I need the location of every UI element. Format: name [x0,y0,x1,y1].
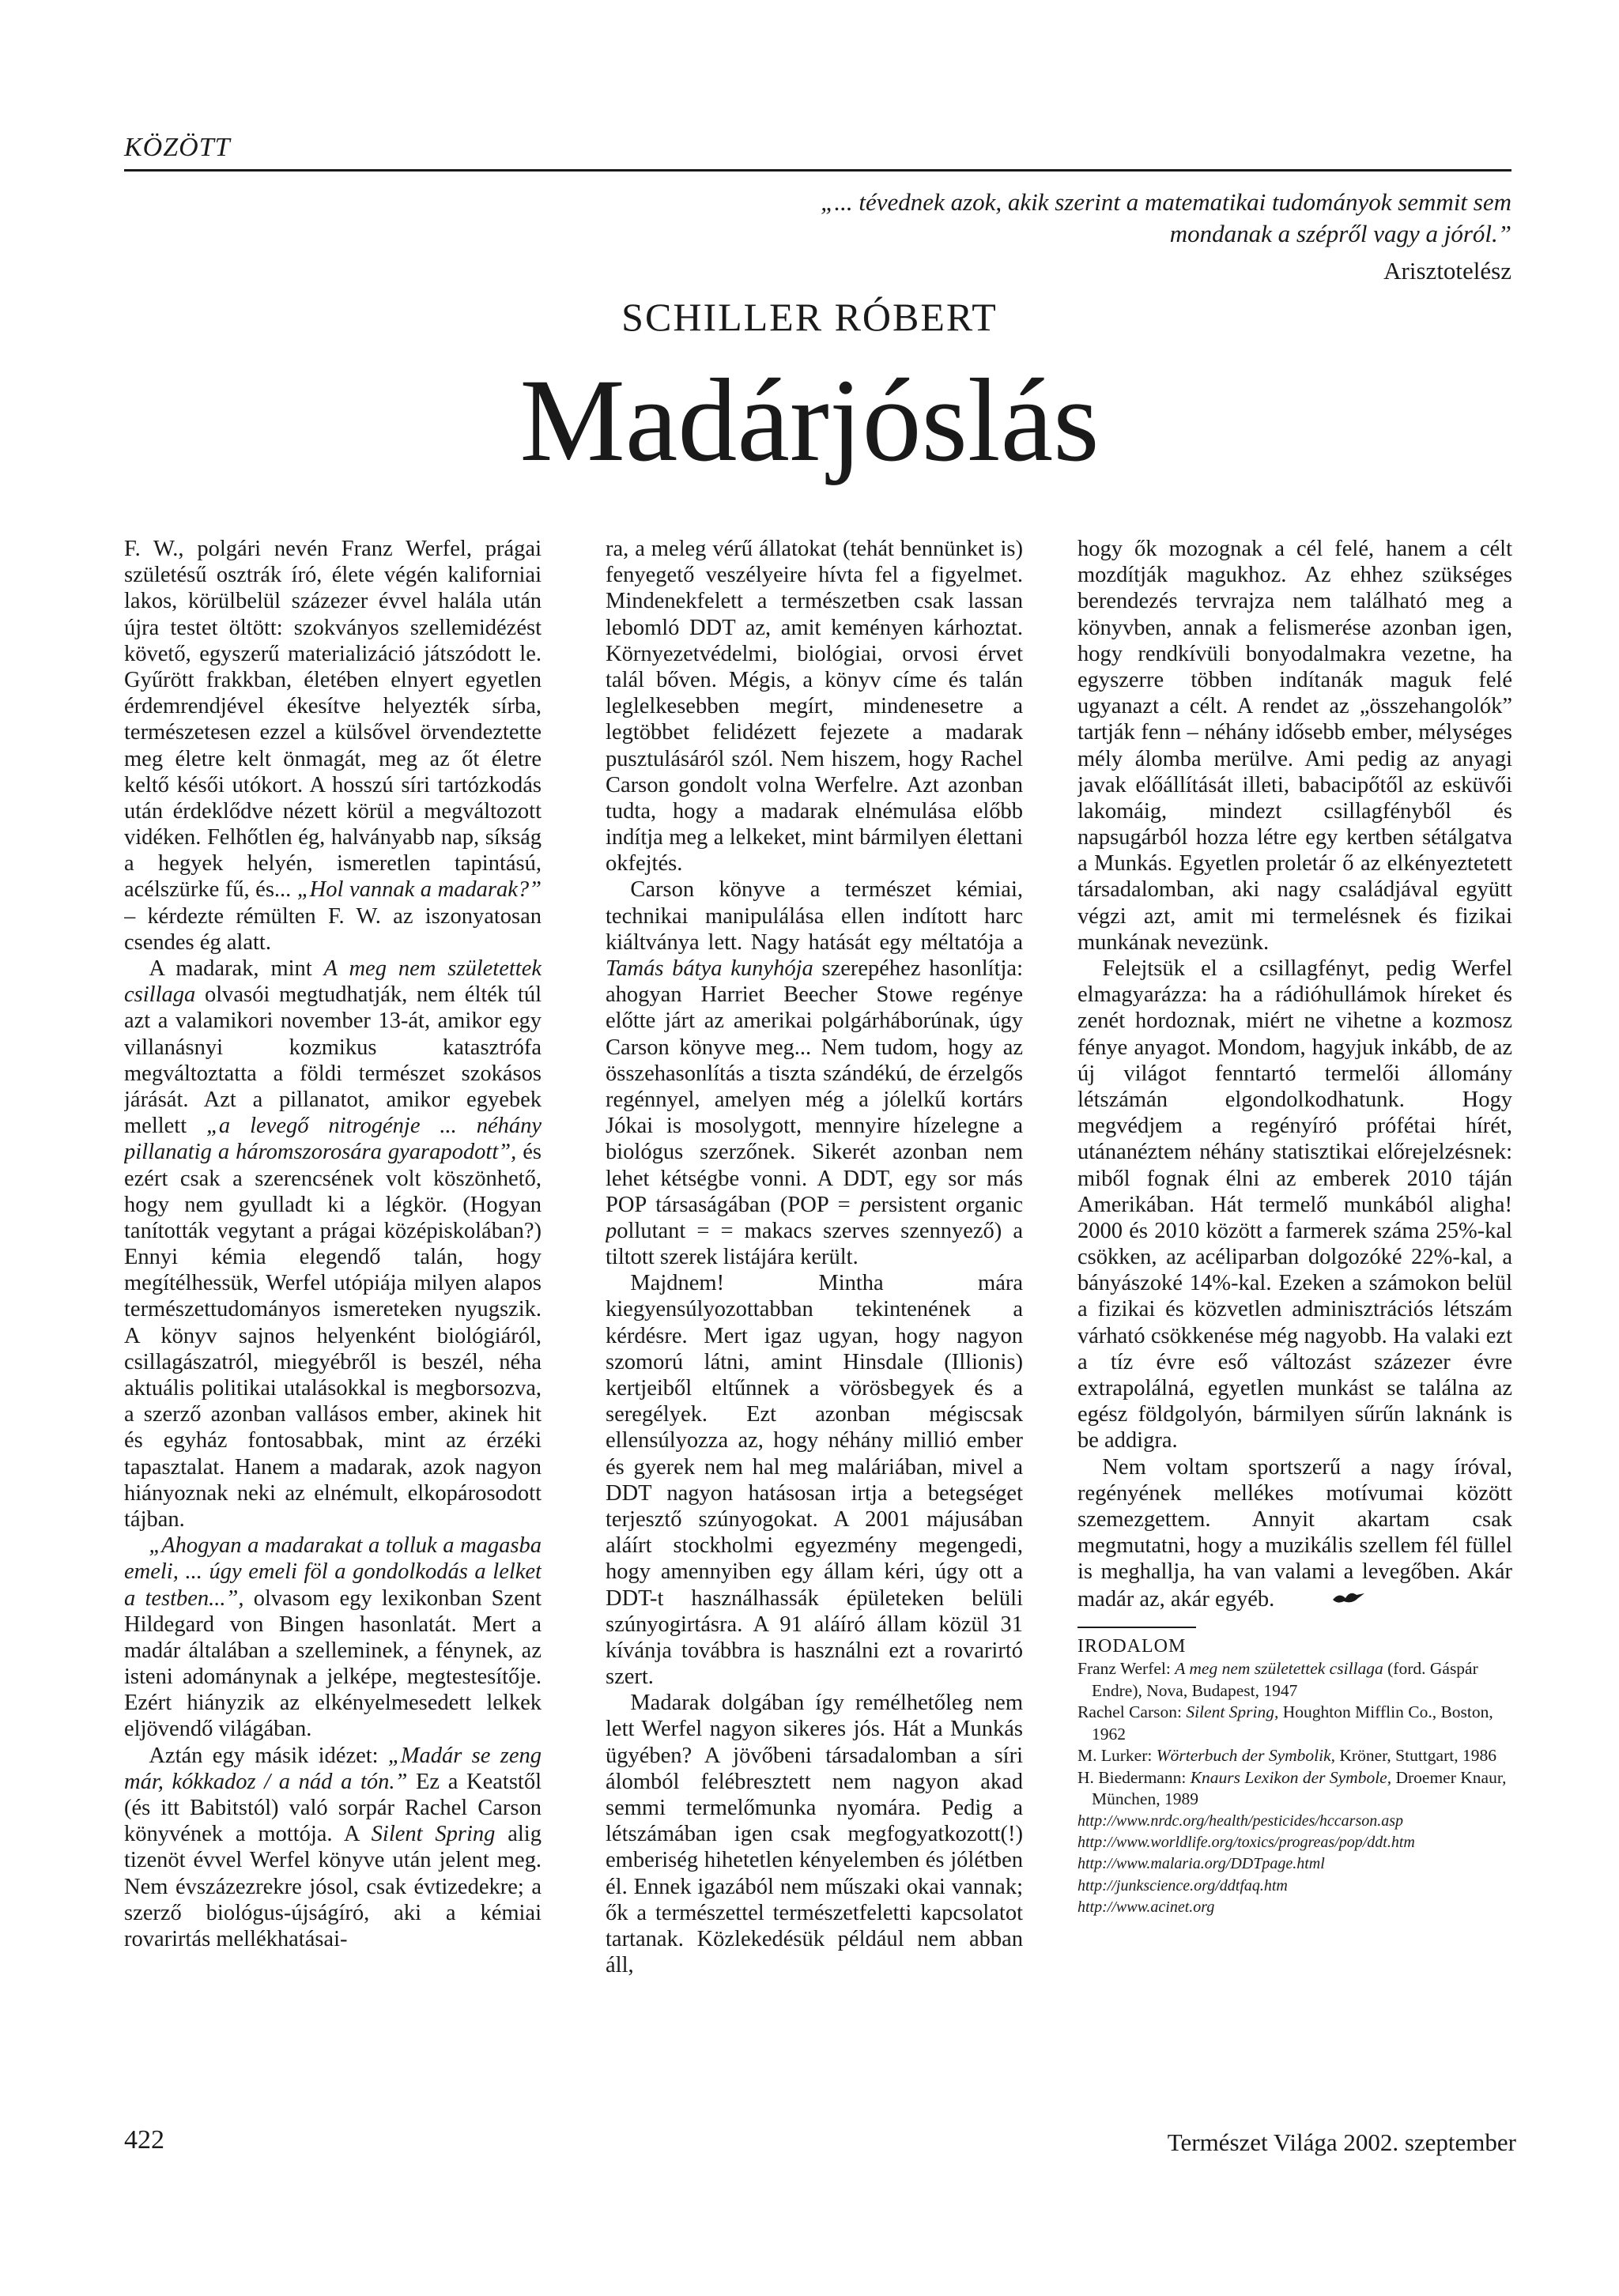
ref-title: Silent Spring, [1186,1702,1279,1722]
text-run: – kérdezte rémülten F. W. az iszonyatosan csendes ég alatt. [124,903,542,955]
text-run: Aztán egy másik idézet: [149,1743,388,1768]
quote-run: „a levegő nitrogénje ... néhány pillanatig a háromszorosára gyarapodott”, [124,1114,542,1165]
ref-author: Rachel Carson: [1077,1702,1187,1722]
paragraph [1077,1454,1512,1613]
paragraph [606,877,1023,1270]
reference-url[interactable]: http://www.acinet.org [1077,1898,1215,1916]
ref-title: Wörterbuch der Symbolik, [1156,1746,1336,1766]
text-run: Carson könyve a természet kémiai, technikai manipulálása ellen indított harc kiáltványa lett. Nagy hatását egy méltatója a [606,877,1023,955]
paragraph: ra, a meleg vérű állatokat (tehát bennünket is) fenyegető veszélyeire hívta fel a figyelmet. Mindenekfelett a természetben csak lassan lebomló DDT az, amit keményen kárhoztat. Környezetvédelmi, biológiai, orvosi érvet talál bőven. Mégis, a könyv címe és talán leglelkesebben megírt, mindenesetre a legtöbbet felidézett fejezete a madarak pusztulásáról szól. Nem hiszem, hogy Rachel Carson gondolt volna Werfelre. Azt azonban tudta, hogy a madarak elnémulása előbb indítja meg a lelkeket, mint bármilyen élettani okfejtés. [606,537,1023,877]
ref-details: (ford. Gáspár Endre), Nova, Budapest, 1947 [1092,1659,1478,1700]
ref-author: Franz Werfel: [1077,1659,1176,1679]
page-number: 422 [124,2125,164,2155]
references-rule [1077,1627,1196,1628]
ref-author: H. Biedermann: [1077,1767,1191,1787]
paragraph [124,956,542,1533]
book-title-run: A meg nem születettek csillaga [124,956,542,1008]
text-run: rganic [967,1192,1023,1217]
article-author: SCHILLER RÓBERT [621,295,998,339]
acronym-letter: o [956,1192,968,1217]
ref-author: M. Lurker: [1077,1746,1157,1766]
section-label: KÖZÖTT [124,133,231,162]
text-run: F. W., polgári nevén Franz Werfel, prágai születésű osztrák író, élete végén kaliforniai lakos, körülbelül százezer évvel halála után újra testet öltött: szokványos szellemidézést követő, egyszerű materializáció játszódott le. Gyűrött frakkban, életében elnyert egyetlen érdemrendjével ékesítve helyezték sírba, természetesen ezzel a külsővel örvendeztette meg életre kelt önmagát, meg az őt életre keltő késői utókort. A hosszú síri tartózkodás után érdeklődve nézett körül a megváltozott vidéken. Felhőtlen ég, halványabb nap, síkság a hegyek helyén, ismeretlen tapintású, acélszürke fű, és... [124,537,542,903]
paragraph: hogy ők mozognak a cél felé, hanem a célt mozdítják magukhoz. Az ehhez szükséges berendezés tervrajza nem található meg a könyvben, annak a felismerése azonban igen, hogy rendkívüli bonyodalmakra vezetne, ha egyszerre többen indítanák maguk felé ugyanazt a célt. A rendet az „összehangolók” tartják fenn – néhány idősebb ember, mélységes mély álomba merülve. Ami pedig az anyagi javak előállítását illeti, babacipőtől az esküvői lakomáig, mindezt csillagfényből és napsugárból hozza létre egy kertben sétálgatva a Munkás. Egyetlen proletár ő az elkényeztetett társadalomban, aki nagy családjával együtt végzi azt, amit mi termelésnek és fizikai munkának nevezünk. [1077,537,1512,955]
text-column-2 [606,536,1023,2117]
reference-item [1077,1767,1512,1811]
quote-run: „Ahogyan a madarakat a tolluk a magasba emeli, ... úgy emeli föl a gondolkodás a lelket a testben...”, [124,1533,542,1611]
epigraph-attribution: Arisztotelész [1383,256,1511,285]
acronym-letter: p [859,1192,872,1217]
book-title-run: Silent Spring [371,1822,496,1847]
paragraph: Majdnem! Mintha mára kiegyensúlyozottabban tekintenének a kérdésre. Mert igaz ugyan, hogy nagyon szomorú látni, amint Hinsdale (Illionis) kertjeiből eltűnnek a vörösbegyek és a seregélyek. Ezt azonban mégiscsak ellensúlyozza az, hogy néhány millió ember és gyerek nem hal meg maláriában, mivel a DDT nagyon hatásosan irtja a betegséget terjesztő szúnyogokat. A 2001 májusában aláírt stockholmi egyezmény megengedi, hogy amennyiben egy állam kéri, úgy ott a DDT-t használhassák épületeken belüli szúnyogirtásra. A 91 aláíró állam közül 31 kívánja továbbra is használni ezt a rovarirtó szert. [606,1271,1023,1690]
reference-url[interactable]: http://junkscience.org/ddtfaq.htm [1077,1876,1288,1894]
quote-run: „Madár se zeng már, kókkadoz / a nád a tón.” [124,1743,542,1794]
text-run: ollutant = = makacs szerves szennyező) a tiltott szerek listájára került. [606,1218,1023,1270]
paragraph [124,1533,542,1743]
text-run: olvasói megtudhatják, nem élték túl azt a valamikori november 13-át, amikor egy villanásnyi kozmikus katasztrófa megváltoztatta a földi természet szokásos járását. Azt a pillanatot, amikor egyebek mellett [124,982,542,1139]
acronym-letter: p [606,1218,617,1243]
paragraph: Felejtsük el a csillagfényt, pedig Werfel elmagyarázza: ha a rádióhullámok híreket és zenét hordoznak, miért ne vihetne a kozmosz fénye anyagot. Mondom, hagyjuk inkább, de az új világot fenntartó termelői állomány létszámán elgondolkodhatunk. Hogy megvédjem a regényíró prófétai hírét, utánanéztem néhány statisztikai előrejelzésnek: miből fognak élni az emberek 2010 táján Amerikában. Hát termelő munkából aligha! 2000 és 2010 között a farmerek száma 25%-kal csökken, az acéliparban dolgozóké 22%-kal, a bányászoké 14%-kal. Ezeken a számokon belül a fizikai és közvetlen adminisztrációs létszám várható csökkenése még nagyobb. Ha valaki ezt a tíz évre eső változást százezer évre extrapolálná, egyetlen munkást se találna az egész földgolyón, bármilyen sűrűn laknánk is be addigra. [1077,956,1512,1453]
paragraph [124,1743,542,1953]
reference-url[interactable]: http://www.nrdc.org/health/pesticides/hccarson.asp [1077,1812,1404,1830]
book-title-run: Tamás bátya kunyhója [606,956,813,981]
paragraph [124,536,542,956]
ref-title: A meg nem születettek csillaga [1175,1659,1383,1679]
text-run: szerepéhez hasonlítja: ahogyan Harriet Beecher Stowe regénye előtte járt az amerikai polgárháborúnak, úgy Carson könyve meg... Nem tudom, hogy az összehasonlítás a tiszta szándékú, de érzelgős regénnyel, amelyen még a jólelkű kortárs Jókai is mosolygott, mennyire hízelegne a biológus szerzőnek. Sikerét azonban nem lehet kétségbe vonni. A DDT, egy sor más POP társaságában (POP = [606,956,1023,1217]
article-title: Madárjóslás [519,355,1100,486]
reference-url[interactable]: http://www.worldlife.org/toxics/progreas/pop/ddt.htm [1077,1834,1415,1852]
text-run: és ezért csak a szerencsének volt köszönhető, hogy nem gyulladt ki a légkör. (Hogyan tanították vegytant a prágai középiskolában?) Ennyi kémia elegendő talán, hogy megítélhessük, Werfel utópiája milyen alapos természettudományos ismereteken nyugszik. A könyv sajnos helyenként biológiáról, csillagászatról, miegyébről is beszél, néha aktuális politikai utalásokkal is megborsozva, a szerző azonban vallásos ember, akinek hit és egyház fontosabbak, mint az érzéki tapasztalat. Hanem a madarak, azok nagyon hiányoznak neki az elnémult, elkopárosodott tájban. [124,1140,542,1532]
epigraph-quote: „... tévednek azok, akik szerint a matematikai tudományok semmit sem mondanak a szépről vagy a jóról.” [821,188,1511,248]
ref-details: Droemer Knaur, München, 1989 [1092,1767,1507,1809]
ref-details: Kröner, Stuttgart, 1986 [1335,1746,1496,1766]
ref-title: Knaurs Lexikon der Symbole, [1190,1767,1392,1787]
ref-details: Houghton Mifflin Co., Boston, 1962 [1092,1702,1493,1744]
text-run: A madarak, mint [149,956,324,981]
text-run: Nem voltam sportszerű a nagy íróval, regényének mellékes motívumai között szemezgettem. Annyit akartam csak megmutatni, hogy a muzikális szellem fél füllel is meghallja, ha van valami a levegőben. Akár madár az, akár egyéb. [1077,1454,1512,1612]
text-run: alig tizenöt évvel Werfel könyve után jelent meg. Nem évszázezrekre jósol, csak évtizedekre; a szerző biológus-újságíró, aki a kémiai rovarirtás mellékhatásai- [124,1822,542,1951]
bird-end-mark-icon [1306,1585,1365,1613]
text-column-3 [1077,536,1512,2117]
reference-item [1077,1702,1512,1745]
text-run: Ez a Keatstől (és itt Babitstól) való sorpár Rachel Carson könyvének a mottója. A [124,1769,542,1847]
reference-item [1077,1658,1512,1702]
paragraph: Madarak dolgában így remélhetőleg nem lett Werfel nagyon sikeres jós. Hát a Munkás ügyében? A jövőbeni társadalomban a síri álomból felébresztett nem nagyon akad semmi termelőmunka nyomára. Pedig a létszámában igen csak megfogyatkozott(!) emberiség hihetetlen kényelemben és jólétben él. Ennek igazából nem műszaki okai vannak; ők a természettel természetfeletti kapcsolatot tartanak. Közlekedésük például nem abban áll, [606,1691,1023,1978]
publication-footer: Természet Világa 2002. szeptember [1167,2128,1516,2156]
text-run: olvasom egy lexikonban Szent Hildegard von Bingen hasonlatát. Mert a madár általában a szelleminek, a fénynek, az isteni adománynak a jelképe, megtestesítője. Ezért hiányzik az elkényelmesedett lelkek eljövendő világában. [124,1585,542,1742]
quote-run: „Hol vannak a madarak?” [296,877,542,903]
text-column-1 [124,536,542,2117]
header-rule [124,169,1511,172]
epigraph [721,187,1511,287]
text-run: ersistent [871,1192,957,1217]
reference-url[interactable]: http://www.malaria.org/DDTpage.html [1077,1855,1325,1873]
references-heading: IRODALOM [1077,1636,1187,1657]
reference-item [1077,1745,1512,1767]
